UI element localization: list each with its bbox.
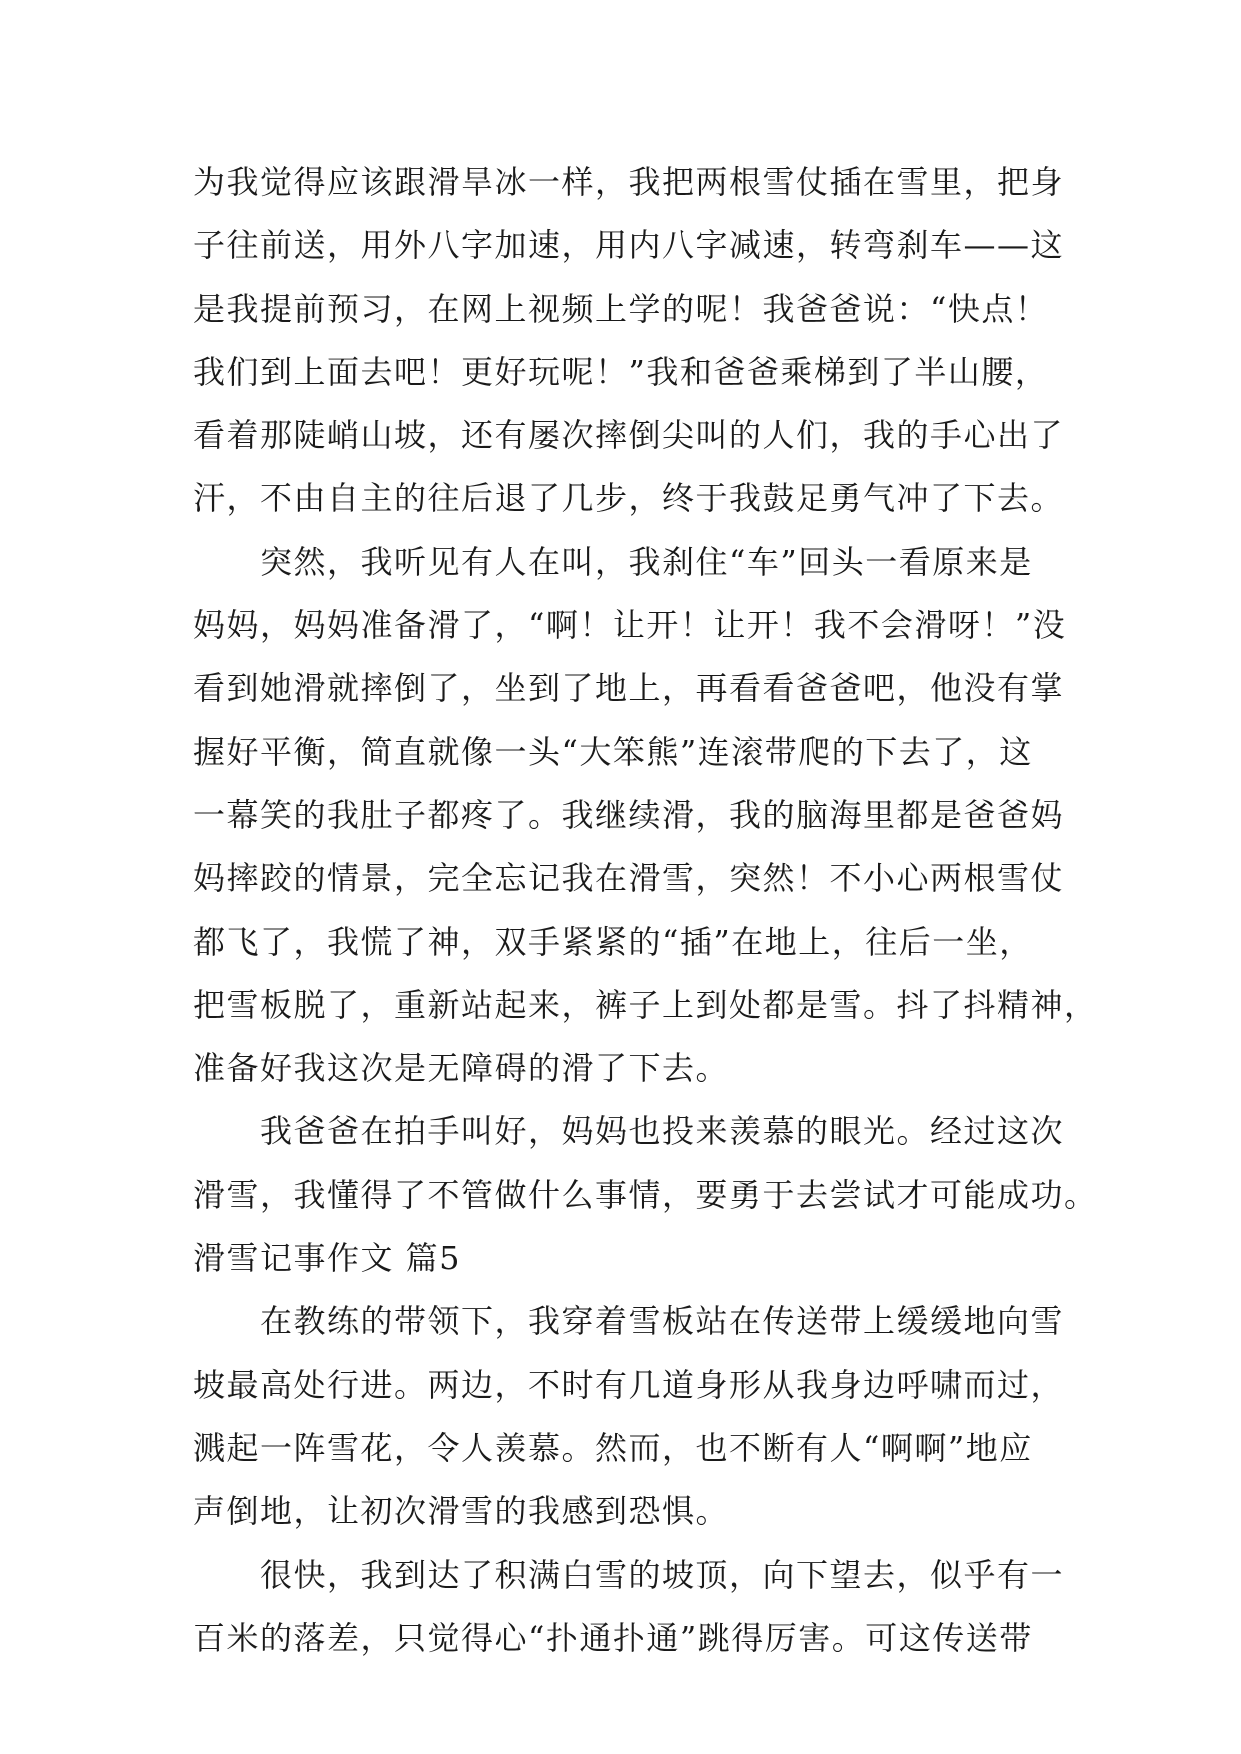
section-heading: 滑雪记事作文 篇5 (193, 1239, 462, 1278)
text-line: 百米的落差，只觉得心“扑通扑通”跳得厉害。可这传送带 (193, 1618, 1033, 1657)
text-line: 都飞了，我慌了神，双手紧紧的“插”在地上，往后一坐， (193, 922, 1033, 961)
text-line: 汗，不由自主的往后退了几步，终于我鼓足勇气冲了下去。 (193, 479, 1065, 518)
text-line: 是我提前预习，在网上视频上学的呢！我爸爸说：“快点！ (193, 289, 1049, 328)
text-line: 看到她滑就摔倒了，坐到了地上，再看看爸爸吧，他没有掌 (193, 669, 1065, 708)
text-line: 准备好我这次是无障碍的滑了下去。 (193, 1049, 730, 1088)
text-line: 突然，我听见有人在叫，我刹住“车”回头一看原来是 (193, 542, 1033, 581)
text-line: 一幕笑的我肚子都疼了。我继续滑，我的脑海里都是爸爸妈 (193, 795, 1065, 834)
text-line: 声倒地，让初次滑雪的我感到恐惧。 (193, 1492, 730, 1531)
text-line: 坡最高处行进。两边，不时有几道身形从我身边呼啸而过， (193, 1365, 1065, 1404)
text-line: 为我觉得应该跟滑旱冰一样，我把两根雪仗插在雪里，把身 (193, 163, 1065, 201)
text-line: 滑雪，我懂得了不管做什么事情，要勇于去尝试才可能成功。 (193, 1175, 1098, 1214)
text-line: 子往前送，用外八字加速，用内八字减速，转弯刹车——这 (193, 226, 1065, 265)
text-line: 握好平衡，简直就像一头“大笨熊”连滚带爬的下去了，这 (193, 732, 1033, 771)
text-line: 我爸爸在拍手叫好，妈妈也投来羡慕的眼光。经过这次 (193, 1112, 1065, 1151)
text-line: 妈妈，妈妈准备滑了，“啊！让开！让开！我不会滑呀！”没 (193, 606, 1067, 645)
text-line: 妈摔跤的情景，完全忘记我在滑雪，突然！不小心两根雪仗 (193, 859, 1065, 898)
essay-text (193, 151, 1098, 1670)
text-line: 看着那陡峭山坡，还有屡次摔倒尖叫的人们，我的手心出了 (193, 416, 1065, 455)
text-line: 把雪板脱了，重新站起来，裤子上到处都是雪。抖了抖精神， (193, 985, 1098, 1024)
text-line: 在教练的带领下，我穿着雪板站在传送带上缓缓地向雪 (193, 1302, 1065, 1341)
text-line: 溅起一阵雪花，令人羡慕。然而，也不断有人“啊啊”地应 (193, 1428, 1033, 1467)
text-line: 很快，我到达了积满白雪的坡顶，向下望去，似乎有一 (193, 1555, 1065, 1594)
text-line: 我们到上面去吧！更好玩呢！”我和爸爸乘梯到了半山腰， (193, 352, 1049, 391)
